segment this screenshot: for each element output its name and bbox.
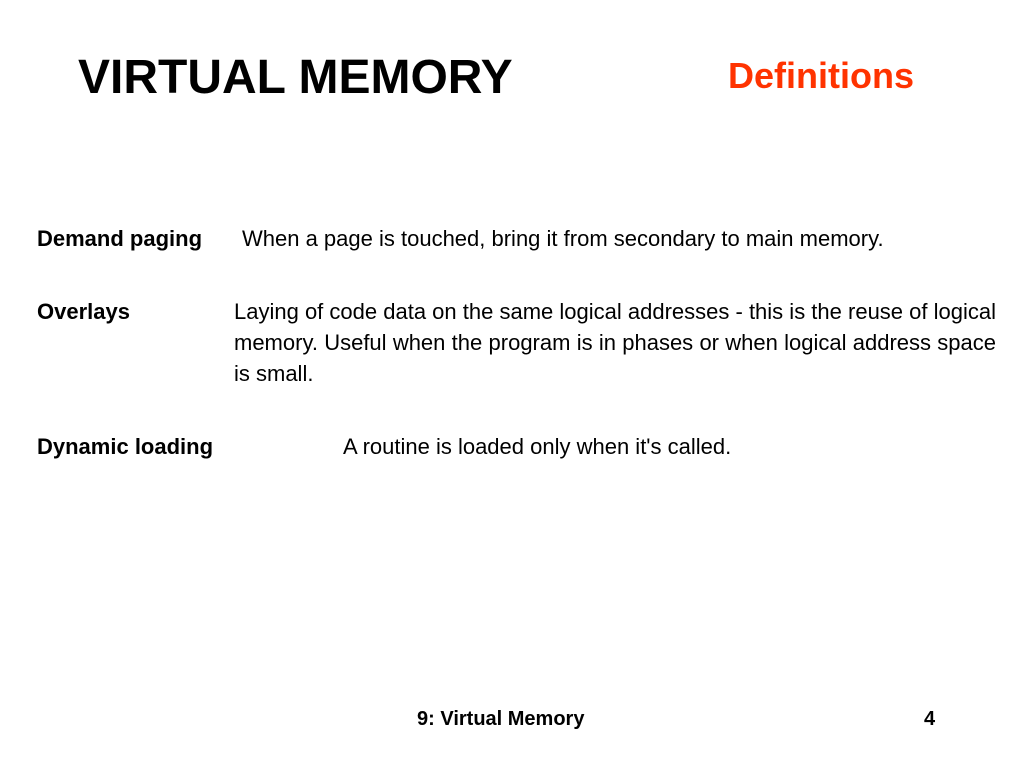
definition-term: Overlays bbox=[37, 299, 130, 324]
slide-subtitle: Definitions bbox=[728, 55, 914, 96]
slide-title: VIRTUAL MEMORY bbox=[78, 51, 513, 104]
definition-term: Dynamic loading bbox=[37, 434, 214, 459]
footer-page-number: 4 bbox=[924, 708, 936, 730]
definition-description: Laying of code data on the same logical addresses - this is the reuse of logical memory. Useful when the program is in phases or when logical address space is small. bbox=[234, 299, 996, 386]
definition-description: When a page is touched, bring it from secondary to main memory. bbox=[242, 226, 884, 251]
definition-term: Demand paging bbox=[37, 226, 203, 251]
footer-chapter: 9: Virtual Memory bbox=[417, 708, 585, 730]
definition-description: A routine is loaded only when it's called. bbox=[343, 434, 732, 459]
